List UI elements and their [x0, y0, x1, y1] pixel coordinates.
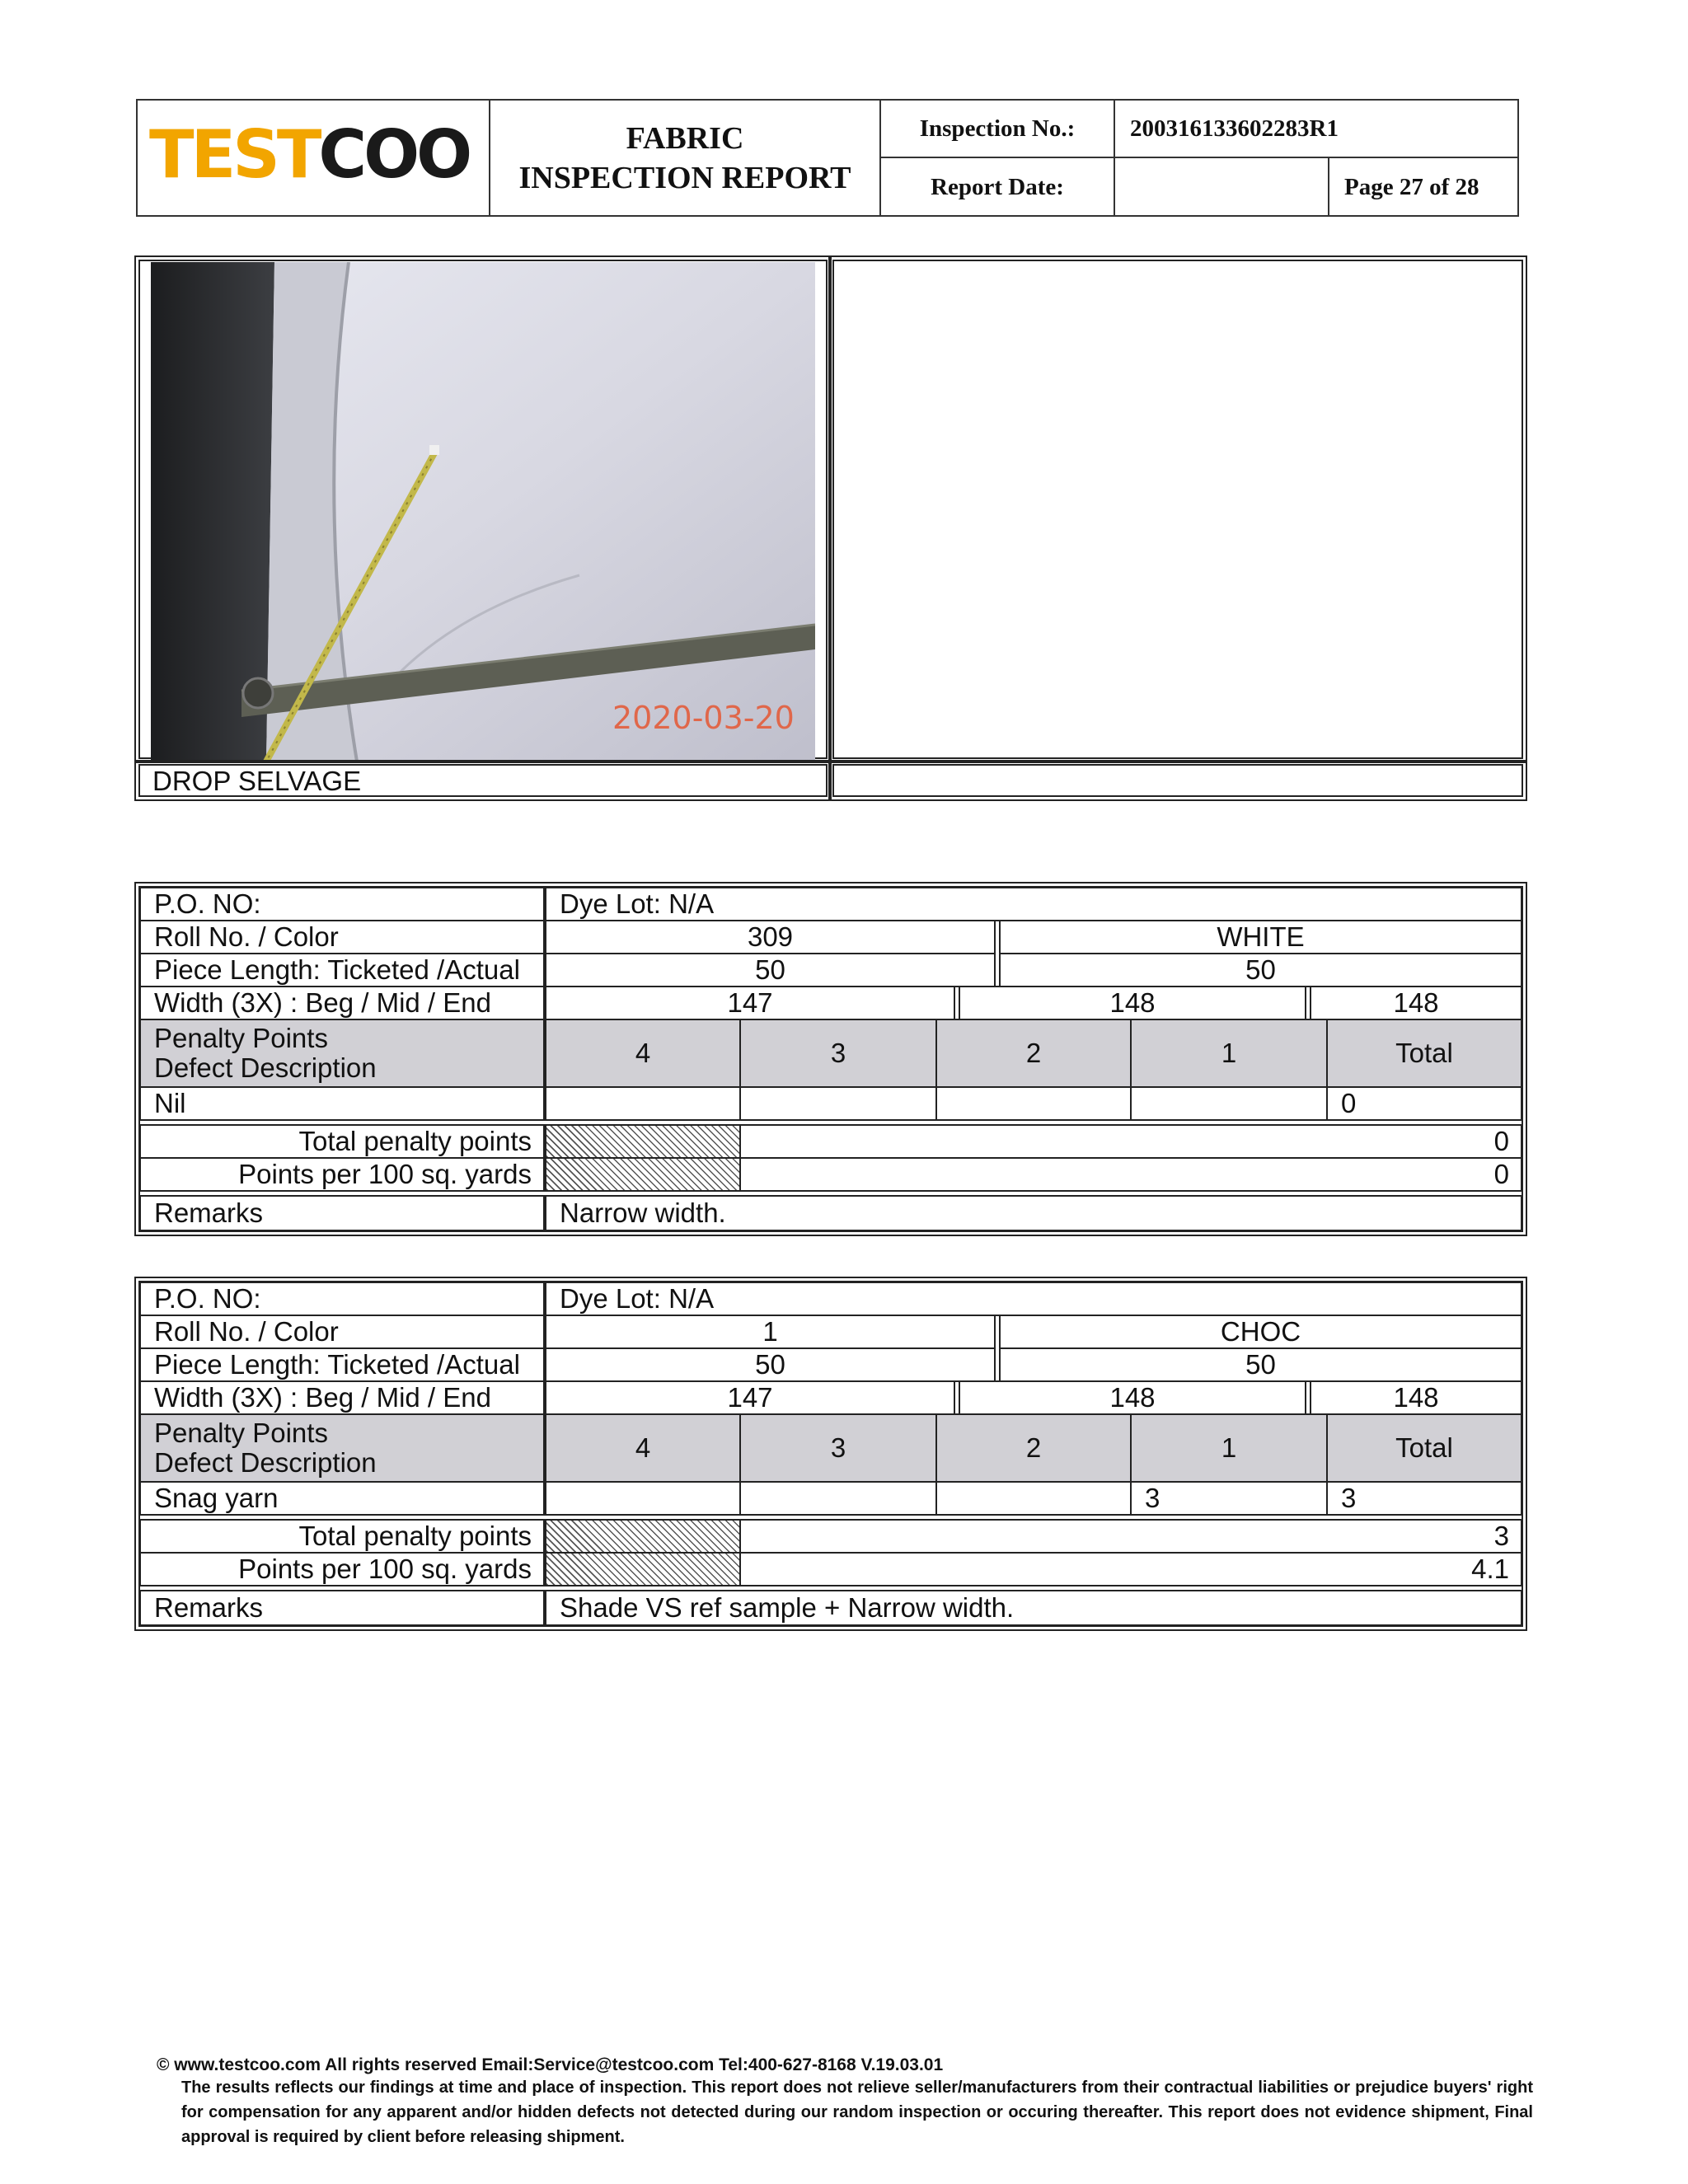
width-mid: 148 — [959, 986, 1306, 1020]
defect-2-value — [935, 1481, 1132, 1516]
fabric-roll-photo — [151, 262, 815, 762]
report-title — [490, 101, 881, 215]
points-per-100-label: Points per 100 sq. yards — [139, 1552, 545, 1586]
defect-name: Nil — [139, 1086, 545, 1121]
defect-photo-block — [134, 255, 1527, 801]
col-3-header: 3 — [739, 1413, 937, 1483]
report-date-label-cell — [881, 158, 1115, 217]
report-header — [136, 99, 1519, 217]
inspection-table-roll-309 — [134, 882, 1527, 1236]
length-ticketed: 50 — [545, 953, 996, 987]
penalty-points-label: Penalty Points — [154, 1418, 328, 1448]
roll-label: Roll No. / Color — [139, 1315, 545, 1349]
width-beg: 147 — [545, 986, 955, 1020]
defect-2-value — [935, 1086, 1132, 1121]
empty-photo-frame — [828, 255, 1527, 763]
col-1-header: 1 — [1130, 1019, 1328, 1088]
width-beg: 147 — [545, 1380, 955, 1415]
col-3-header: 3 — [739, 1019, 937, 1088]
defect-description-label: Defect Description — [154, 1052, 377, 1083]
logo-cell — [138, 101, 490, 215]
inspection-table-roll-1 — [134, 1277, 1527, 1631]
points-per-100-value: 0 — [739, 1157, 1522, 1192]
page-footer — [157, 2055, 1550, 2149]
defect-3-value — [739, 1086, 937, 1121]
hatched-cell — [545, 1519, 741, 1554]
defect-photo — [151, 262, 815, 762]
total-penalty-value: 0 — [739, 1124, 1522, 1159]
roll-number: 1 — [545, 1315, 996, 1349]
col-total-header: Total — [1326, 1413, 1522, 1483]
col-total-header: Total — [1326, 1019, 1522, 1088]
photo-caption-right-cell — [828, 760, 1527, 801]
remarks-label: Remarks — [139, 1590, 545, 1626]
dye-lot: Dye Lot: N/A — [545, 887, 1522, 921]
photo-timestamp: 2020-03-20 — [612, 700, 795, 736]
photo-caption: DROP SELVAGE — [152, 766, 362, 796]
col-1-header: 1 — [1130, 1413, 1328, 1483]
inspection-no-value-cell — [1115, 101, 1517, 158]
roll-color: WHITE — [999, 920, 1522, 954]
defect-description-label: Defect Description — [154, 1447, 377, 1478]
penalty-header-label — [139, 1413, 545, 1483]
dye-lot: Dye Lot: N/A — [545, 1282, 1522, 1316]
footer-disclaimer: The results reflects our findings at time and place of inspection. This report does not relieve seller/manufacturers from their contractual liabilities or prejudice buyers' right for compensation for any apparent and/or hidden defects not detected during our random inspection or occuring thereafter. This report does not evidence shipment, Final approval is required by client before releasing shipment. — [181, 2079, 1533, 2146]
total-penalty-label: Total penalty points — [139, 1519, 545, 1554]
defect-total-value: 3 — [1326, 1481, 1522, 1516]
defect-1-value — [1130, 1086, 1328, 1121]
defect-4-value — [545, 1086, 741, 1121]
defect-3-value — [739, 1481, 937, 1516]
hatched-cell — [545, 1157, 741, 1192]
length-actual: 50 — [999, 953, 1522, 987]
roll-color: CHOC — [999, 1315, 1522, 1349]
defect-total-value: 0 — [1326, 1086, 1522, 1121]
penalty-header-label — [139, 1019, 545, 1088]
report-date-value — [1115, 158, 1328, 217]
report-date-label: Report Date: — [931, 174, 1064, 200]
po-label: P.O. NO: — [139, 887, 545, 921]
remarks-value: Narrow width. — [545, 1195, 1522, 1231]
testcoo-logo: TESTCOO — [149, 116, 470, 193]
report-date-value-cell — [1115, 158, 1329, 217]
page-number: Page 27 of 28 — [1344, 174, 1479, 200]
width-end: 148 — [1310, 986, 1522, 1020]
width-label: Width (3X) : Beg / Mid / End — [139, 1380, 545, 1415]
total-penalty-value: 3 — [739, 1519, 1522, 1554]
defect-name: Snag yarn — [139, 1481, 545, 1516]
inspection-no-label-cell — [881, 101, 1115, 158]
points-per-100-label: Points per 100 sq. yards — [139, 1157, 545, 1192]
defect-4-value — [545, 1481, 741, 1516]
col-2-header: 2 — [935, 1019, 1132, 1088]
col-2-header: 2 — [935, 1413, 1132, 1483]
length-ticketed: 50 — [545, 1347, 996, 1382]
defect-1-value: 3 — [1130, 1481, 1328, 1516]
length-actual: 50 — [999, 1347, 1522, 1382]
length-label: Piece Length: Ticketed /Actual — [139, 953, 545, 987]
length-label: Piece Length: Ticketed /Actual — [139, 1347, 545, 1382]
penalty-points-label: Penalty Points — [154, 1023, 328, 1053]
roll-label: Roll No. / Color — [139, 920, 545, 954]
footer-contact-line: © www.testcoo.com All rights reserved Email:Service@testcoo.com Tel:400-627-8168 V.19.03.01 — [157, 2055, 944, 2074]
inspection-no-value: 200316133602283R1 — [1130, 115, 1339, 142]
inspection-no-label: Inspection No.: — [919, 115, 1076, 142]
width-label: Width (3X) : Beg / Mid / End — [139, 986, 545, 1020]
page-number-cell — [1329, 158, 1517, 217]
width-end: 148 — [1310, 1380, 1522, 1415]
col-4-header: 4 — [545, 1019, 741, 1088]
remarks-label: Remarks — [139, 1195, 545, 1231]
width-mid: 148 — [959, 1380, 1306, 1415]
report-title-line1: FABRIC — [626, 120, 744, 156]
hatched-cell — [545, 1124, 741, 1159]
po-label: P.O. NO: — [139, 1282, 545, 1316]
col-4-header: 4 — [545, 1413, 741, 1483]
points-per-100-value: 4.1 — [739, 1552, 1522, 1586]
report-title-line2: INSPECTION REPORT — [518, 160, 851, 195]
total-penalty-label: Total penalty points — [139, 1124, 545, 1159]
remarks-value: Shade VS ref sample + Narrow width. — [545, 1590, 1522, 1626]
hatched-cell — [545, 1552, 741, 1586]
roll-number: 309 — [545, 920, 996, 954]
